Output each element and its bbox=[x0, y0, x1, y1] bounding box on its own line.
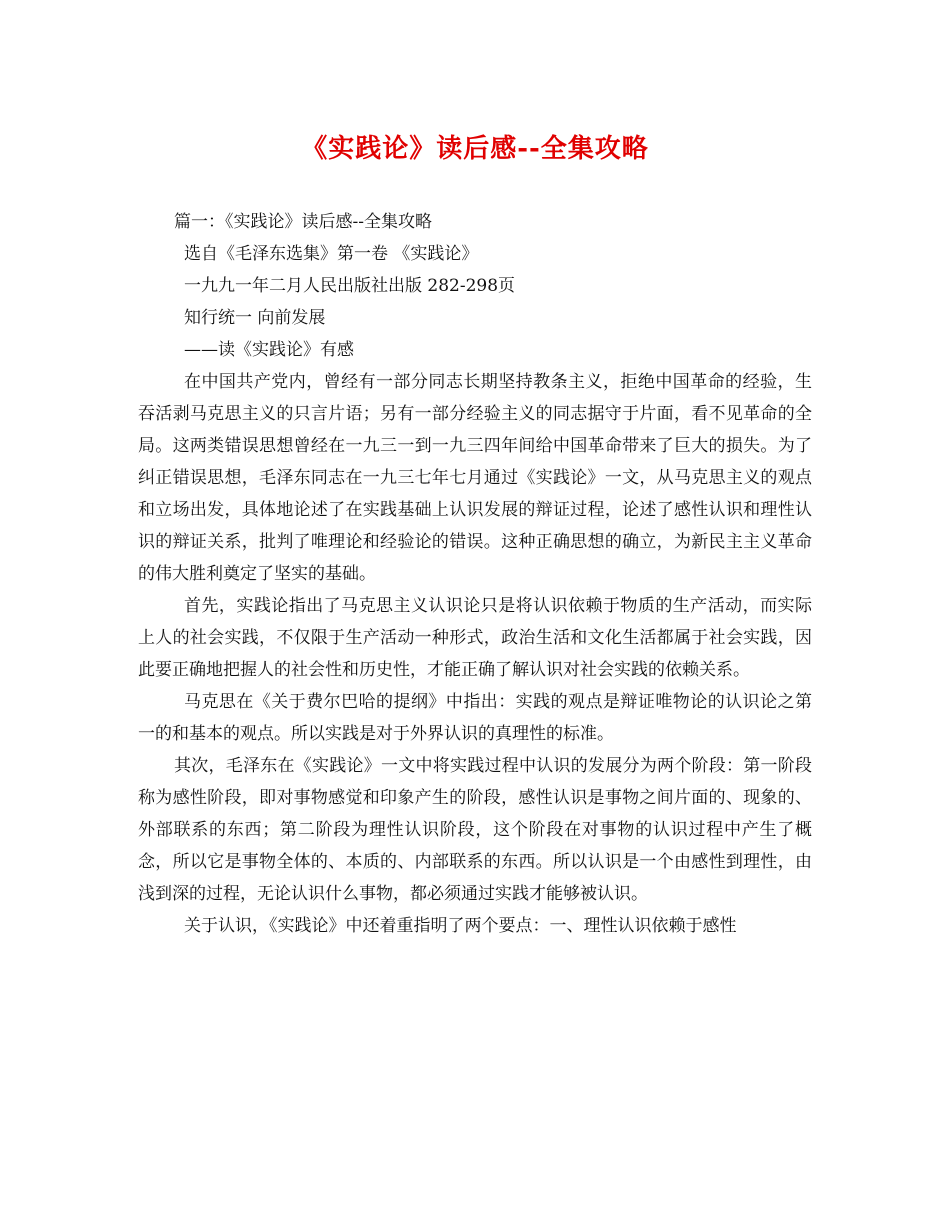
header-line-section: 篇一：《实践论》读后感--全集攻略 bbox=[174, 212, 432, 232]
paragraph-1: 在中国共产党内，曾经有一部分同志长期坚持教条主义，拒绝中国革命的经验，生吞活剥马克思主义的只言片语；另有一部分经验主义的同志据守于片面，看不见革命的全局。这两类错误思想曾经在一九三一到一九三四年间给中国革命带来了巨大的损失。为了纠正错误思想，毛泽东同志在一九三七年七月通过《实践论》一文，从马克思主义的观点和立场出发，具体地论述了在实践基础上认识发展的辩证过程，论述了感性认识和理性认识的辩证关系，批判了唯理论和经验论的错误。这种正确思想的确立，为新民主主义革命的伟大胜利奠定了坚实的基础。 bbox=[138, 372, 812, 584]
document-body bbox=[138, 206, 812, 942]
header-line-byline: ——读《实践论》有感 bbox=[184, 340, 354, 360]
paragraph-2: 首先，实践论指出了马克思主义认识论只是将认识依赖于物质的生产活动，而实际上人的社会实践，不仅限于生产活动一种形式，政治生活和文化生活都属于社会实践，因此要正确地把握人的社会性和历史性，才能正确了解认识对社会实践的依赖关系。 bbox=[138, 596, 812, 680]
paragraph-4: 其次，毛泽东在《实践论》一文中将实践过程中认识的发展分为两个阶段：第一阶段称为感性阶段，即对事物感觉和印象产生的阶段，感性认识是事物之间片面的、现象的、外部联系的东西；第二阶段为理性认识阶段，这个阶段在对事物的认识过程中产生了概念，所以它是事物全体的、本质的、内部联系的东西。所以认识是一个由感性到理性，由浅到深的过程，无论认识什么事物，都必须通过实践才能够被认识。 bbox=[138, 756, 812, 904]
paragraph-3: 马克思在《关于费尔巴哈的提纲》中指出：实践的观点是辩证唯物论的认识论之第一的和基本的观点。所以实践是对于外界认识的真理性的标准。 bbox=[138, 692, 812, 744]
document-title: 《实践论》读后感--全集攻略 bbox=[301, 134, 649, 164]
header-line-source: 选自《毛泽东选集》第一卷 《实践论》 bbox=[184, 244, 479, 264]
paragraph-5: 关于认识，《实践论》中还着重指明了两个要点：一、理性认识依赖于感性 bbox=[184, 916, 737, 936]
header-line-subtitle: 知行统一 向前发展 bbox=[184, 308, 326, 328]
header-line-publication: 一九九一年二月人民出版社出版 282-298页 bbox=[184, 276, 516, 296]
